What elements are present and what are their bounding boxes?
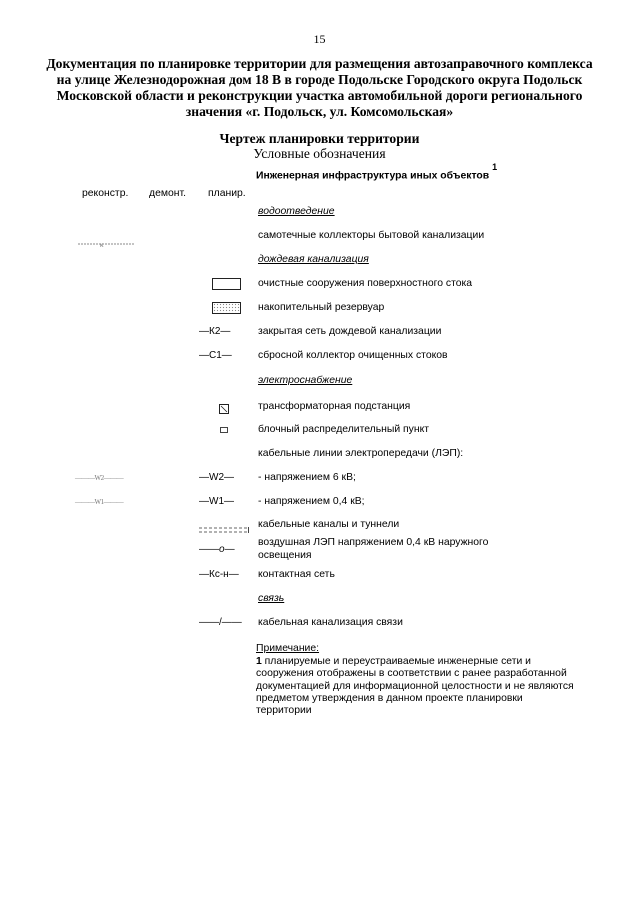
- page-number: 15: [313, 32, 326, 46]
- legend-title: Условные обозначения: [253, 146, 386, 161]
- item-04kv: - напряжением 0,4 кВ;: [258, 496, 365, 507]
- item-6kv: - напряжением 6 кВ;: [258, 472, 356, 483]
- item-distribution: блочный распределительный пункт: [258, 424, 430, 435]
- column-demont: демонт.: [149, 188, 186, 199]
- comm-label: /: [219, 617, 222, 628]
- sewer-line-icon: [78, 241, 134, 247]
- drawing-title: Чертеж планировки территории: [219, 131, 420, 146]
- sewer-symbol-letter: к: [100, 242, 104, 247]
- sewer-symbol: [78, 234, 134, 247]
- item-sewer: самотечные коллекторы бытовой канализации: [258, 230, 485, 241]
- w2-label: W2: [209, 472, 224, 483]
- w1-line-symbol: —W1—: [199, 496, 234, 507]
- section-heading-text: Инженерная инфраструктура иных объектов: [256, 170, 490, 182]
- w2-line-symbol: —W2—: [199, 472, 234, 483]
- k2-line-symbol: —К2—: [199, 326, 231, 337]
- item-transformer: трансформаторная подстанция: [258, 401, 411, 412]
- w1-reconstr-symbol: ———W1———: [75, 498, 124, 506]
- item-discharge: сбросной коллектор очищенных стоков: [258, 350, 448, 361]
- cable-channel-icon: [199, 520, 249, 526]
- note-heading: Примечание:: [256, 643, 320, 654]
- note-body: [256, 656, 576, 717]
- category-comm: связь: [258, 593, 285, 604]
- item-cable-lines: кабельные линии электропередачи (ЛЭП):: [258, 448, 464, 459]
- w1-label: W1: [209, 496, 224, 507]
- c1-line-symbol: —С1—: [199, 350, 232, 361]
- item-treatment: очистные сооружения поверхностного стока: [258, 278, 473, 289]
- w2-faint-label: W2: [94, 474, 104, 482]
- category-rain: дождевая канализация: [258, 254, 369, 265]
- column-reconstr: реконстр.: [82, 188, 129, 199]
- item-closed-rain: закрытая сеть дождевой канализации: [258, 326, 442, 337]
- category-electro: электроснабжение: [258, 375, 353, 386]
- note-number: 1: [256, 656, 262, 667]
- item-overhead: воздушная ЛЭП напряжением 0,4 кВ наружного освещения: [258, 537, 489, 561]
- category-water: водоотведение: [258, 206, 335, 217]
- c1-label: С1: [209, 350, 222, 361]
- document-title: Документация по планировке территории для размещения автозаправочного комплекса на улице Железнодорожная дом 18 В в городе Подольске Городского округа Подольск Московской области и реконструкции участка автомобильной дороги регионального значения «г. Подольск, ул. Комсомольская»: [46, 56, 593, 119]
- contact-line-symbol: —Кс-н—: [199, 569, 239, 580]
- distribution-point-icon: [220, 427, 228, 433]
- section-heading: [256, 162, 498, 182]
- overhead-line-symbol: ——о—: [199, 544, 235, 555]
- overhead-label: о: [219, 544, 225, 555]
- note-text: планируемые и переустраиваемые инженерные сети и сооружения отображены в соответствии с ранее разработанной документацией для информационной целостности и не являются предметом утверждения в данном проекте планировки территории: [256, 656, 574, 717]
- section-heading-footnote: 1: [492, 162, 498, 172]
- item-reservoir: накопительный резервуар: [258, 302, 385, 313]
- contact-label: Кс-н: [209, 569, 229, 580]
- item-contact: контактная сеть: [258, 569, 335, 580]
- treatment-rect-icon: [212, 278, 241, 290]
- comm-line-symbol: ——/——: [199, 617, 242, 628]
- k2-label: К2: [209, 326, 221, 337]
- item-channels: кабельные каналы и туннели: [258, 519, 400, 530]
- item-comm-cable: кабельная канализация связи: [258, 617, 403, 628]
- w1-faint-label: W1: [94, 498, 104, 506]
- column-planir: планир.: [208, 188, 246, 199]
- legend-header: [0, 131, 639, 161]
- reservoir-rect-icon: [212, 302, 241, 314]
- transformer-icon: [219, 401, 229, 411]
- w2-reconstr-symbol: ———W2———: [75, 474, 124, 482]
